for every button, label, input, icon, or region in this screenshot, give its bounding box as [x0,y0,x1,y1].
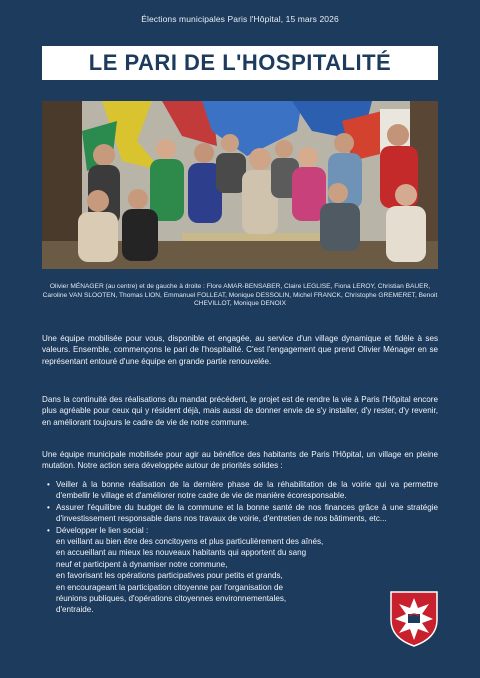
list-item [56,525,438,616]
list-item-line: en veillant au bien être des concitoyens et plus particulièrement des aînés, [56,537,324,547]
list-item-line: réunions publiques, d'opérations citoyennes environnementales, [56,594,287,604]
list-item-line: neuf et participent à dynamiser notre commune, [56,559,228,569]
list-item-line: en encourageant la participation citoyenne par l'organisation de [56,582,283,592]
coat-of-arms-icon [389,590,439,648]
list-item-line: d'entraide. [56,605,94,615]
list-item-line: en favorisant les opérations participatives pour petits et grands, [56,571,283,581]
intro-paragraph: Une équipe mobilisée pour vous, disponible et engagée, au service d'un village dynamique et fidèle à ses valeurs. Ensemble, commençons le pari de l'hospitalité. C'est l'engagement que prend Olivier Ménager en se représentant entouré d'une équipe en grande partie renouvelée. [42,334,438,366]
photo-caption: Olivier MÉNAGER (au centre) et de gauche à droite : Flore AMAR-BENSABER, Claire LEGLISE, Fiona LEROY, Christian BAUER, Caroline VAN SLOOTEN, Thomas LION, Emmanuel FOLLEAT, Monique DESSOLIN, Michel FRANCK, Christophe GREMERET, Benoit CHEVILLOT, Monique DENOIX [42,283,438,308]
list-item: • Assurer l'équilibre du budget de la commune et la bonne santé de nos finances grâce à une stratégie d'investissement responsable dans nos travaux de voirie, d'entretien de nos bâtiments, etc... [56,502,438,525]
list-item: • Veiller à la bonne réalisation de la dernière phase de la réhabilitation de la voirie qui va permettre d'embellir le village et d'améliorer notre cadre de vie de manière écoresponsable. [56,479,438,502]
list-item-line: en accueillant au mieux les nouveaux habitants qui apportent du sang [56,548,307,558]
title-banner [42,46,438,80]
continuity-paragraph: Dans la continuité des réalisations du mandat précédent, le projet est de rendre la vie à Paris l'Hôpital encore plus agréable pour ceux qui y résident déjà, mais aussi de donner envie de s'y installer, d'y rester, d'y revenir, en améliorant toujours le cadre de vie de notre commune. [42,395,438,427]
election-date-line: Élections municipales Paris l'Hôpital, 15 mars 2026 [141,14,339,24]
list-item-line: • Développer le lien social : [56,525,149,535]
page-title: LE PARI DE L'HOSPITALITÉ [88,50,392,75]
priorities-paragraph: Une équipe municipale mobilisée pour agir au bénéfice des habitants de Paris l'Hôpital, un village en pleine mutation. Notre action sera développée autour de priorités solides : [42,450,438,471]
team-photo-illustration [42,101,438,269]
team-photo [42,101,438,269]
